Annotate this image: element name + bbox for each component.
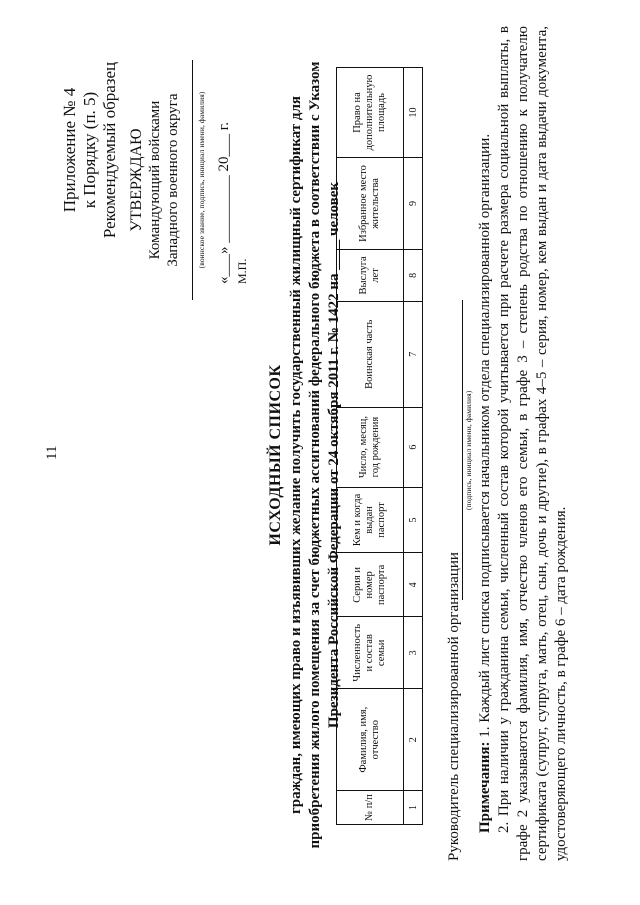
notes-block <box>476 26 571 861</box>
title-main: ИСХОДНЫЙ СПИСОК <box>267 364 284 546</box>
approval-date-line: «___» _________ 20___ г. <box>216 122 232 284</box>
approval-block <box>128 40 251 320</box>
appendix-line-1: Приложение № 4 <box>60 87 79 213</box>
appendix-block <box>60 30 120 270</box>
note-1 <box>476 26 495 861</box>
approval-line-2: Западного военного округа <box>165 93 181 267</box>
approval-line-1: Командующий войсками <box>147 100 163 260</box>
head-signature-line <box>462 300 463 600</box>
stamp-placeholder: М.П. <box>235 258 249 284</box>
table-header-row <box>337 68 404 825</box>
column-header: № п/п <box>337 791 404 825</box>
column-header: Фамилия, имя, отчество <box>337 689 404 791</box>
title-line-1: граждан, имеющих право и изъявивших желание получить государственный жилищный сертификат для <box>288 95 304 815</box>
approval-caption: УТВЕРЖДАЮ <box>128 128 145 232</box>
document-title <box>266 45 344 865</box>
column-header: Кем и когда выдан паспорт <box>337 487 404 553</box>
notes-label: Примечания: <box>477 741 493 833</box>
column-header: Численность и состав семьи <box>337 617 404 689</box>
column-number: 6 <box>404 407 423 487</box>
column-number: 8 <box>404 249 423 301</box>
column-header: Число, месяц, год рождения <box>337 407 404 487</box>
column-number: 5 <box>404 487 423 553</box>
column-number: 9 <box>404 158 423 250</box>
title-line-2: приобретения жилого помещения за счет бюджетных ассигнований федерального бюджета в соответствии с Указом <box>307 61 323 849</box>
source-list-table <box>336 67 423 825</box>
appendix-line-2: к Порядку (п. 5) <box>80 91 99 209</box>
appendix-line-3: Рекомендуемый образец <box>100 61 119 239</box>
column-header: Избранное место жительства <box>337 158 404 250</box>
column-number: 1 <box>404 791 423 825</box>
column-number: 3 <box>404 617 423 689</box>
page-number: 11 <box>44 445 60 460</box>
column-header: Серия и номер паспорта <box>337 553 404 617</box>
note-1-text: 1. Каждый лист списка подписывается начальником отдела специализированной организации. <box>477 133 493 738</box>
head-signature-caption: (подпись, инициал имени, фамилия) <box>464 390 473 510</box>
approval-signature-caption: (воинское звание, подпись, инициал имени, фамилия) <box>197 91 206 269</box>
head-signature-label: Руководитель специализированной организации <box>446 552 462 861</box>
column-number: 2 <box>404 689 423 791</box>
column-header: Воинская часть <box>337 301 404 407</box>
column-header: Право на дополнительную площадь <box>337 68 404 158</box>
column-header: Выслуга лет <box>337 249 404 301</box>
note-2: 2. При наличии у гражданина семьи, численный состав которой учитывается при расчете размера социальной выплаты, в графе 2 указываются фамилия, имя, отчество членов его семьи, в графе 3 – степень родства по отношению к получателю сертификата (супруг, супруга, мать, отец, сын, дочь и другие), в графах 4–5 – серия, номер, кем выдан и дата выдачи документа, удостоверяющего личность, в графе 6 – дата рождения. <box>496 26 569 861</box>
column-number: 7 <box>404 301 423 407</box>
column-number: 4 <box>404 553 423 617</box>
column-number: 10 <box>404 68 423 158</box>
title-line-3: Президента Российской Федерации от 24 октября 2011 г. № 1422 на ____ человек <box>326 181 342 729</box>
column-number-row <box>404 68 423 825</box>
